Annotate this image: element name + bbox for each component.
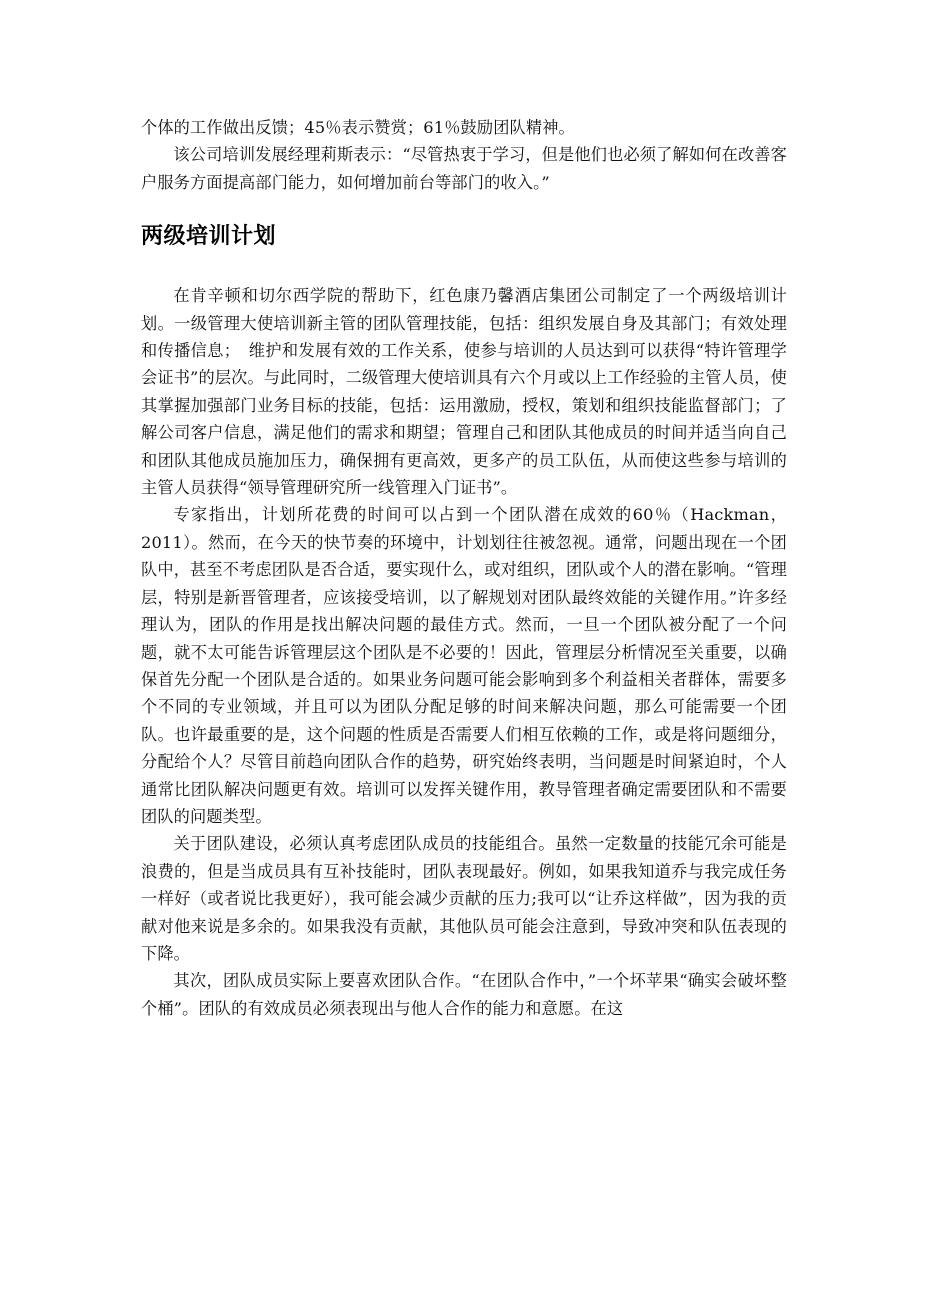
section-paragraph-1: 在肯辛顿和切尔西学院的帮助下，红色康乃馨酒店集团公司制定了一个两级培训计划。一级管理大使培训新主管的团队管理技能，包括：组织发展自身及其部门；有效处理和传播信息； 维护和发展有效的工作关系，使参与培训的人员达到可以获得“特许管理学会证书”的层次。与此同时，二级管理大使培训具有六个月或以上工作经验的主管人员，使其掌握加强部门业务目标的技能，包括：运用激励，授权，策划和组织技能监督部门；了解公司客户信息，满足他们的需求和期望；管理自己和团队其他成员的时间并适当向自己和团队其他成员施加压力，确保拥有更高效，更多产的员工队伍，从而使这些参与培训的主管人员获得“领导管理研究所一线管理入门证书”。: [141, 286, 787, 498]
document-page: [141, 114, 787, 1022]
section-heading: 两级培训计划: [141, 224, 277, 250]
section-paragraph-4: 其次，团队成员实际上要喜欢团队合作。“在团队合作中，”一个坏苹果“确实会破坏整个桶”。团队的有效成员必须表现出与他人合作的能力和意愿。在这: [141, 971, 787, 1018]
section-paragraph-3: 关于团队建设，必须认真考虑团队成员的技能组合。虽然一定数量的技能冗余可能是浪费的，但是当成员具有互补技能时，团队表现最好。例如，如果我知道乔与我完成任务一样好（或者说比我更好），我可能会减少贡献的压力;我可以“让乔这样做”，因为我的贡献对他来说是多余的。如果我没有贡献，其他队员可能会注意到，导致冲突和队伍表现的下降。: [141, 834, 787, 963]
intro-paragraph-1: 个体的工作做出反馈；45％表示赞赏；61％鼓励团队精神。: [141, 118, 575, 137]
intro-paragraph-2: 该公司培训发展经理莉斯表示：“尽管热衷于学习，但是他们也必须了解如何在改善客户服务方面提高部门能力，如何增加前台等部门的收入。”: [141, 145, 787, 192]
section-paragraph-2: 专家指出，计划所花费的时间可以占到一个团队潜在成效的60％（Hackman，2011）。然而，在今天的快节奏的环境中，计划划往往被忽视。通常，问题出现在一个团队中，甚至不考虑团队是否合适，要实现什么，或对组织，团队或个人的潜在影响。“管理层，特别是新晋管理者，应该接受培训，以了解规划对团队最终效能的关键作用。”许多经理认为，团队的作用是找出解决问题的最佳方式。然而，一旦一个团队被分配了一个问题，就不太可能告诉管理层这个团队是不必要的！因此，管理层分析情况至关重要，以确保首先分配一个团队是合适的。如果业务问题可能会影响到多个利益相关者群体，需要多个不同的专业领域，并且可以为团队分配足够的时间来解决问题，那么可能需要一个团队。也许最重要的是，这个问题的性质是否需要人们相互依赖的工作，或是将问题细分，分配给个人？尽管目前趋向团队合作的趋势，研究始终表明，当问题是时间紧迫时，个人通常比团队解决问题更有效。培训可以发挥关键作用，教导管理者确定需要团队和不需要团队的问题类型。: [141, 505, 787, 826]
